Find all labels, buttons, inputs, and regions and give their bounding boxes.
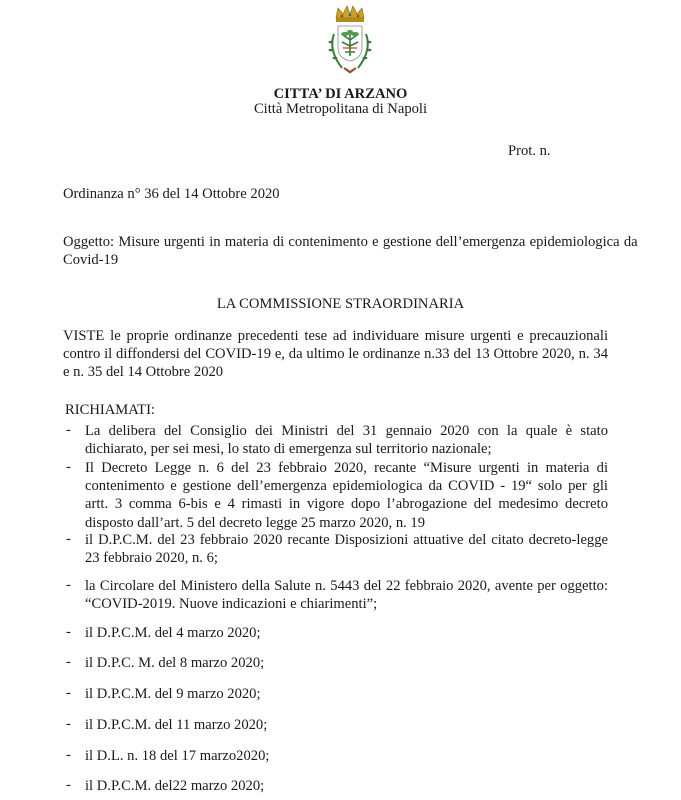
list-item-text: Il Decreto Legge n. 6 del 23 febbraio 2020, recante “Misure urgenti in materia di contenimento e gestione dell’emergenza epidemiologica da COVID - 19“ solo per gli artt. 3 comma 6-bis e 4 rimasti in vigore dopo l’abrogazione del medesimo decreto disposto dall’art. 5 del decreto legge 25 marzo 2020, n. 19 <box>85 460 608 531</box>
list-item <box>63 685 608 703</box>
metropolitan-city: Città Metropolitana di Napoli <box>253 101 428 117</box>
protocol-number: Prot. n. <box>508 143 551 159</box>
list-item <box>63 577 608 613</box>
shield-icon <box>338 26 362 61</box>
list-item-text: La delibera del Consiglio dei Ministri del 31 gennaio 2020 con la quale è stato dichiarato, per sei mesi, lo stato di emergenza sul territorio nazionale; <box>85 423 608 458</box>
subject-line-2: Covid-19 <box>63 252 119 268</box>
list-item-text: il D.P.C.M. del 9 marzo 2020; <box>85 686 261 702</box>
bullet-dash: - <box>66 747 71 763</box>
richiamati-heading: RICHIAMATI: <box>65 402 155 418</box>
list-item <box>63 777 608 795</box>
bullet-dash: - <box>66 459 71 475</box>
list-item-text: il D.P.C.M. del 23 febbraio 2020 recante Disposizioni attuative del citato decreto-legge 23 febbraio 2020, n. 6; <box>85 532 608 567</box>
list-item <box>63 422 608 458</box>
crown-icon <box>336 6 364 22</box>
bullet-dash: - <box>66 654 71 670</box>
list-item-text: il D.P.C.M. del 4 marzo 2020; <box>85 625 261 641</box>
bullet-dash: - <box>66 685 71 701</box>
list-item-text: il D.P.C. M. del 8 marzo 2020; <box>85 655 265 671</box>
bullet-dash: - <box>66 777 71 793</box>
list-item <box>63 747 608 765</box>
list-item-text: il D.L. n. 18 del 17 marzo2020; <box>85 748 270 764</box>
city-name: CITTA’ DI ARZANO <box>273 86 408 102</box>
bullet-dash: - <box>66 422 71 438</box>
coat-of-arms-logo <box>312 4 388 76</box>
viste-paragraph: VISTE le proprie ordinanze precedenti tese ad individuare misure urgenti e precauzionali contro il diffondersi del COVID-19 e, da ultimo le ordinanze n.33 del 13 Ottobre 2020, n. 34 e n. 35 del 14 Ottobre 2020 <box>63 328 608 381</box>
bullet-dash: - <box>66 624 71 640</box>
ordinance-number: Ordinanza n° 36 del 14 Ottobre 2020 <box>63 186 280 202</box>
list-item <box>63 654 608 672</box>
authority-heading: LA COMMISSIONE STRAORDINARIA <box>216 296 465 312</box>
list-item <box>63 459 608 532</box>
list-item-text: il D.P.C.M. del22 marzo 2020; <box>85 778 265 794</box>
subject-line-1: Oggetto: Misure urgenti in materia di contenimento e gestione dell’emergenza epidemiologica da <box>63 234 638 250</box>
bullet-dash: - <box>66 577 71 593</box>
bullet-dash: - <box>66 716 71 732</box>
list-item-text: la Circolare del Ministero della Salute n. 5443 del 22 febbraio 2020, avente per oggetto: “COVID-2019. Nuove indicazioni e chiarimenti”; <box>85 578 608 613</box>
list-item <box>63 624 608 642</box>
bullet-dash: - <box>66 531 71 547</box>
list-item-text: il D.P.C.M. del 11 marzo 2020; <box>85 717 268 733</box>
list-item <box>63 716 608 734</box>
list-item <box>63 531 608 567</box>
